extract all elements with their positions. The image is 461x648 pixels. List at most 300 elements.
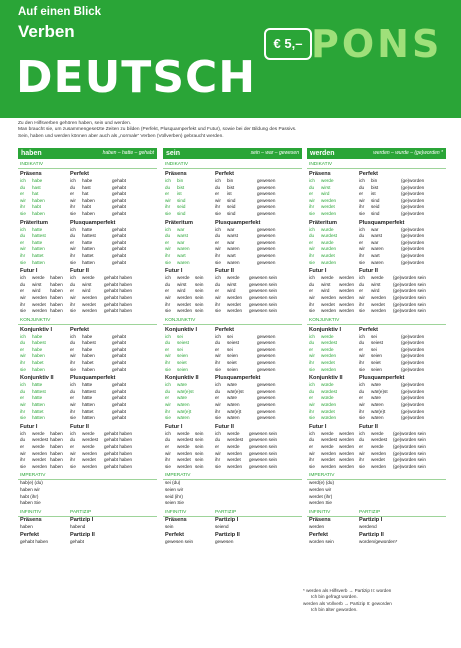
- aux-form: werde: [321, 444, 334, 449]
- pronoun: sie: [359, 259, 365, 265]
- pronoun: er: [359, 444, 364, 449]
- infinitive-form: sein: [195, 294, 204, 300]
- pronoun: wir: [215, 197, 221, 203]
- verb-name: werden: [310, 150, 335, 157]
- conjugation-row: [307, 211, 446, 218]
- pronoun: ihr: [20, 252, 26, 258]
- pronoun: wir: [20, 294, 26, 300]
- participle-form: gewesen: [257, 191, 276, 197]
- aux-form: werdet: [32, 301, 46, 307]
- tense-name: Futur I: [309, 268, 327, 275]
- infinitive-label: Präsens: [20, 516, 42, 523]
- participle-form: (ge)worden: [401, 340, 425, 346]
- participle-form: gewesen: [257, 382, 276, 388]
- participle-form: gehabt: [112, 415, 127, 421]
- pronoun: er: [20, 346, 25, 352]
- aux-form: werde: [82, 444, 95, 449]
- verb-form: war: [177, 226, 185, 232]
- pronoun: wir: [70, 294, 76, 300]
- mood-label: [307, 317, 446, 325]
- conjugation-row: [307, 347, 446, 354]
- participle-form: gewesen: [257, 408, 276, 414]
- pronoun: ich: [215, 226, 221, 232]
- pronoun: du: [70, 340, 76, 346]
- pronoun: ich: [70, 178, 76, 183]
- pronoun: wir: [309, 450, 315, 456]
- pronoun: sie: [70, 366, 76, 372]
- verb-form: waren: [177, 259, 190, 265]
- mood-right: PARTIZIP: [70, 509, 92, 515]
- form-labels: [307, 517, 446, 524]
- aux-form: werdest: [32, 437, 49, 443]
- mood-left: INFINITIV: [165, 509, 187, 515]
- conjugation-row: [307, 382, 446, 389]
- pronoun: ich: [215, 275, 221, 281]
- pronoun: du: [70, 233, 76, 239]
- pronoun: ihr: [215, 252, 221, 258]
- infinitive-label: Präsens: [309, 516, 331, 523]
- tense-block: [163, 171, 302, 218]
- aux-form: werde: [177, 430, 190, 436]
- pronoun: er: [20, 288, 25, 294]
- pronoun: ich: [215, 333, 221, 339]
- tense-block: [307, 171, 446, 218]
- pronoun: ich: [309, 226, 315, 232]
- participle-label: Partizip I: [359, 516, 383, 523]
- conjugation-row: [307, 204, 446, 211]
- infinitive-participle: [18, 517, 157, 546]
- participle-form: gehabt haben: [104, 281, 133, 287]
- pronoun: wir: [70, 197, 76, 203]
- form-values: [307, 539, 446, 546]
- pronoun: ihr: [309, 360, 315, 366]
- aux-form: werdet: [371, 301, 385, 307]
- tense-name: Plusquamperfekt: [70, 219, 116, 226]
- participle-form: gehabt haben: [104, 308, 133, 314]
- tense-name: Plusquamperfekt: [215, 219, 261, 226]
- conjugation-row: [163, 308, 302, 315]
- participle-form: gewesen: [257, 210, 276, 216]
- infinitive-form: haben: [50, 294, 63, 300]
- conjugation-row: [163, 275, 302, 282]
- verb-form: seiet: [177, 360, 187, 366]
- aux-form: werden: [227, 294, 243, 300]
- pronoun: ihr: [165, 408, 171, 414]
- participle-form: gewesen: [257, 415, 276, 421]
- conjugation-row: [307, 240, 446, 247]
- infinitive-participle: [163, 517, 302, 546]
- participle-form: gewesen: [257, 197, 276, 203]
- infinitive-form: werden: [339, 288, 355, 294]
- participle-form: (ge)worden: [401, 210, 425, 216]
- conjugation-row: [307, 457, 446, 464]
- mood-left: INDIKATIV: [165, 162, 189, 167]
- pronoun: er: [20, 191, 25, 197]
- imperative-form: werd(e) (du): [309, 480, 335, 486]
- conjugation-row: [18, 395, 157, 402]
- aux-form: hättest: [82, 388, 96, 394]
- mood-label: [163, 472, 302, 480]
- participle-form: (ge)worden: [401, 246, 425, 252]
- participle-form: gehabt: [112, 340, 127, 346]
- form-labels: [163, 517, 302, 524]
- pronoun: ihr: [359, 204, 365, 210]
- verb-form: habe: [32, 346, 43, 352]
- aux-form: hatte: [82, 239, 93, 245]
- conjugation-row: [18, 240, 157, 247]
- conjugation-row: [307, 437, 446, 444]
- infinitive-form: sein: [195, 288, 204, 294]
- tense-name: Konjunktiv I: [309, 326, 342, 333]
- infinitive-present: haben: [20, 523, 33, 529]
- aux-form: werden: [321, 463, 337, 469]
- conjugation-row: [18, 334, 157, 341]
- participle-form: gehabt haben: [104, 437, 133, 443]
- conjugation-row: [307, 288, 446, 295]
- form-labels: [163, 532, 302, 539]
- tense-name: Perfekt: [70, 171, 89, 177]
- verb-form: werden: [321, 197, 337, 203]
- imperative-row: [163, 480, 302, 487]
- pronoun: er: [215, 239, 220, 245]
- conjugation-row: [307, 302, 446, 309]
- aux-form: wirst: [82, 281, 92, 287]
- verb-form: seiest: [177, 340, 190, 346]
- conjugation-row: [163, 431, 302, 438]
- participle-form: gewesen: [257, 252, 276, 258]
- aux-form: seien: [371, 353, 382, 359]
- aux-form: werde: [32, 430, 45, 436]
- tense-name: Plusquamperfekt: [359, 219, 405, 226]
- subject-title: Verben: [18, 22, 75, 41]
- participle-form: gewesen: [257, 360, 276, 366]
- verb-form: seien: [177, 366, 188, 372]
- tense-names: [307, 375, 446, 382]
- conjugation-row: [18, 260, 157, 267]
- pronoun: ich: [309, 178, 315, 183]
- verb-form: werde: [321, 333, 334, 339]
- participle-label: Partizip II: [215, 532, 240, 539]
- conjugation-row: [18, 191, 157, 198]
- aux-form: werden: [371, 308, 387, 314]
- verb-form: war: [177, 239, 185, 245]
- aux-form: werden: [177, 294, 193, 300]
- participle-two: worden/geworden*: [359, 539, 398, 545]
- pronoun: sie: [70, 415, 76, 421]
- participle-form: gehabt: [112, 395, 127, 401]
- pronoun: ihr: [215, 408, 221, 414]
- verb-form: waren: [177, 246, 190, 252]
- participle-two: gewesen: [215, 539, 234, 545]
- participle-form: gewesen sein: [249, 457, 278, 463]
- tense-name: Präteritum: [20, 219, 48, 226]
- pronoun: du: [215, 437, 221, 443]
- infinitive-form: haben: [50, 308, 63, 314]
- pronoun: du: [70, 281, 76, 287]
- aux-form: bin: [371, 178, 378, 183]
- pronoun: ich: [359, 333, 365, 339]
- participle-form: gewesen: [257, 402, 276, 408]
- participle-form: (ge)worden sein: [393, 457, 426, 463]
- mood-label: [18, 161, 157, 169]
- pronoun: ihr: [215, 301, 221, 307]
- aux-form: war: [227, 239, 235, 245]
- verb-header: [163, 148, 302, 159]
- aux-form: wird: [82, 288, 91, 294]
- mood-left: IMPERATIV: [165, 473, 191, 479]
- verb-principal-parts: werden – wurde – (ge)worden *: [373, 150, 443, 156]
- pronoun: wir: [309, 402, 315, 408]
- pronoun: ich: [70, 333, 76, 339]
- conjugation-row: [307, 353, 446, 360]
- infinitive-form: sein: [195, 275, 204, 281]
- participle-form: gehabt haben: [104, 430, 133, 436]
- verb-form: werde: [321, 346, 334, 352]
- tense-block: [163, 268, 302, 315]
- pronoun: ich: [20, 430, 26, 436]
- pronoun: ich: [165, 333, 171, 339]
- aux-form: werde: [371, 444, 384, 449]
- participle-form: gewesen sein: [249, 437, 278, 443]
- conjugation-row: [163, 204, 302, 211]
- participle-form: gehabt: [112, 184, 127, 190]
- verb-form: würde: [321, 395, 334, 401]
- aux-form: werden: [32, 450, 48, 456]
- aux-form: ist: [371, 191, 376, 197]
- participle-form: gehabt haben: [104, 457, 133, 463]
- verb-form: bist: [177, 184, 185, 190]
- verb-form: warst: [177, 233, 188, 239]
- pronoun: sie: [309, 415, 315, 421]
- imperative-row: [18, 500, 157, 507]
- aux-form: seiet: [371, 360, 381, 366]
- footnote-line: werden als Vollverb → Partizip II: geworden: [303, 600, 392, 606]
- conjugation-row: [163, 185, 302, 192]
- verb-form: würden: [321, 402, 337, 408]
- conjugation-row: [163, 382, 302, 389]
- infinitive-form: sein: [195, 450, 204, 456]
- aux-form: hätte: [82, 382, 93, 388]
- verb-column-haben: [18, 148, 157, 638]
- aux-form: hattet: [82, 252, 94, 258]
- participle-form: gehabt: [112, 360, 127, 366]
- aux-form: hätten: [82, 402, 95, 408]
- aux-form: werdet: [321, 301, 335, 307]
- conjugation-row: [307, 246, 446, 253]
- participle-form: gewesen sein: [249, 275, 278, 281]
- infinitive-form: haben: [50, 450, 63, 456]
- pronoun: ich: [70, 226, 76, 232]
- infinitive-form: sein: [195, 430, 204, 436]
- participle-form: gehabt haben: [104, 450, 133, 456]
- pronoun: wir: [70, 402, 76, 408]
- aux-form: wäre: [227, 395, 237, 401]
- infinitive-form: werden: [339, 430, 355, 436]
- infinitive-perfect: gewesen sein: [165, 539, 194, 545]
- participle-form: gehabt: [112, 178, 127, 183]
- pronoun: du: [359, 437, 365, 443]
- pronoun: er: [70, 288, 75, 294]
- participle-form: gewesen sein: [249, 463, 278, 469]
- aux-form: wirst: [32, 281, 42, 287]
- infinitive-form: haben: [50, 437, 63, 443]
- pronoun: ihr: [70, 408, 76, 414]
- tense-names: [307, 268, 446, 275]
- aux-form: wart: [371, 252, 380, 258]
- pronoun: er: [309, 191, 314, 197]
- mood-left: IMPERATIV: [309, 473, 335, 479]
- imperative-row: [307, 480, 446, 487]
- verb-form: hast: [32, 184, 41, 190]
- pronoun: wir: [215, 246, 221, 252]
- pronoun: er: [165, 191, 170, 197]
- conjugation-row: [18, 464, 157, 471]
- tense-name: Perfekt: [215, 326, 234, 333]
- conjugation-row: [307, 334, 446, 341]
- tense-name: Perfekt: [359, 326, 378, 333]
- footnote: [303, 588, 448, 614]
- aux-form: werdet: [227, 301, 241, 307]
- verb-form: haben: [32, 366, 45, 372]
- aux-form: waren: [227, 246, 240, 252]
- aux-form: werde: [321, 430, 334, 436]
- verb-form: wären: [177, 415, 190, 421]
- aux-form: werden: [227, 308, 243, 314]
- pronoun: du: [20, 340, 26, 346]
- participle-form: gehabt: [112, 259, 127, 265]
- pronoun: sie: [215, 210, 221, 216]
- aux-form: werdest: [321, 437, 338, 443]
- pronoun: sie: [165, 366, 171, 372]
- participle-form: (ge)worden: [401, 197, 425, 203]
- participle-two: gehabt: [70, 539, 85, 545]
- tense-names: [307, 171, 446, 178]
- aux-form: bist: [371, 184, 379, 190]
- pronoun: ich: [165, 226, 171, 232]
- conjugation-row: [18, 360, 157, 367]
- form-values: [18, 524, 157, 531]
- conjugation-row: [307, 360, 446, 367]
- conjugation-row: [307, 295, 446, 302]
- pronoun: ihr: [20, 301, 26, 307]
- form-values: [163, 539, 302, 546]
- aux-form: werdet: [32, 457, 46, 463]
- pronoun: wir: [20, 402, 26, 408]
- participle-form: (ge)worden: [401, 366, 425, 372]
- imperative-form: seid (ihr): [165, 493, 183, 499]
- pronoun: wir: [20, 450, 26, 456]
- verb-form: wurde: [321, 239, 334, 245]
- imperative-form: werden wir: [309, 486, 332, 492]
- participle-form: (ge)worden sein: [393, 437, 426, 443]
- conjugation-row: [307, 451, 446, 458]
- pronoun: ihr: [309, 301, 315, 307]
- aux-form: wirst: [177, 281, 187, 287]
- aux-form: werden: [371, 450, 387, 456]
- pronoun: er: [70, 239, 75, 245]
- verb-form: hättet: [32, 408, 44, 414]
- pronoun: ich: [165, 178, 171, 183]
- conjugation-row: [163, 367, 302, 374]
- pronoun: du: [165, 437, 171, 443]
- tense-name: Futur II: [215, 423, 234, 430]
- pronoun: ich: [215, 178, 221, 183]
- participle-form: (ge)worden: [401, 233, 425, 239]
- pronoun: sie: [20, 415, 26, 421]
- pronoun: ich: [20, 333, 26, 339]
- pronoun: er: [215, 395, 220, 401]
- aux-form: habe: [82, 346, 93, 352]
- tense-name: Futur I: [20, 268, 38, 275]
- imperative-row: [18, 494, 157, 501]
- verb-form: habe: [32, 333, 43, 339]
- intro-line: Zu den Hilfsverben gehören haben, sein und werden.: [18, 121, 132, 126]
- pronoun: wir: [215, 402, 221, 408]
- aux-form: wären: [371, 415, 384, 421]
- conjugation-row: [163, 288, 302, 295]
- pronoun: sie: [215, 308, 221, 314]
- participle-form: gehabt: [112, 197, 127, 203]
- participle-form: gehabt: [112, 239, 127, 245]
- participle-form: (ge)worden: [401, 252, 425, 258]
- participle-label: Partizip I: [70, 516, 94, 523]
- pronoun: ich: [165, 275, 171, 281]
- form-labels: [307, 532, 446, 539]
- conjugation-row: [18, 253, 157, 260]
- conjugation-row: [163, 444, 302, 451]
- aux-form: warst: [227, 233, 238, 239]
- conjugation-row: [18, 302, 157, 309]
- pronoun: wir: [309, 294, 315, 300]
- tense-block: [18, 268, 157, 315]
- verb-form: haben: [32, 353, 45, 359]
- pronoun: wir: [359, 294, 365, 300]
- aux-form: warst: [371, 233, 382, 239]
- pronoun: er: [165, 346, 170, 352]
- aux-form: ist: [227, 191, 232, 197]
- aux-form: hättet: [82, 408, 94, 414]
- participle-form: gehabt: [112, 408, 127, 414]
- aux-form: habe: [82, 178, 93, 183]
- form-values: [18, 539, 157, 546]
- aux-form: waren: [371, 246, 384, 252]
- pronoun: du: [359, 281, 365, 287]
- participle-form: gewesen sein: [249, 294, 278, 300]
- pronoun: du: [359, 388, 365, 394]
- aux-form: hattest: [82, 233, 96, 239]
- aux-form: werde: [82, 275, 95, 281]
- pronoun: du: [70, 184, 76, 190]
- conjugation-row: [163, 211, 302, 218]
- aux-form: werden: [321, 450, 337, 456]
- pronoun: du: [165, 340, 171, 346]
- infinitive-form: werden: [339, 463, 355, 469]
- conjugation-row: [307, 282, 446, 289]
- pronoun: sie: [165, 463, 171, 469]
- pronoun: du: [309, 281, 315, 287]
- intro-line: Sein, haben und werden können aber auch als „normale“ Verben (Vollverben) gebraucht werden.: [18, 133, 224, 139]
- conjugation-row: [163, 402, 302, 409]
- conjugation-row: [18, 204, 157, 211]
- aux-form: waren: [371, 259, 384, 265]
- conjugation-row: [307, 415, 446, 422]
- aux-form: werde: [32, 444, 45, 449]
- pronoun: sie: [309, 463, 315, 469]
- aux-form: habet: [82, 360, 94, 366]
- pronoun: ich: [20, 275, 26, 281]
- verb-principal-parts: haben – hatte – gehabt: [102, 150, 154, 156]
- participle-form: (ge)worden sein: [393, 275, 426, 281]
